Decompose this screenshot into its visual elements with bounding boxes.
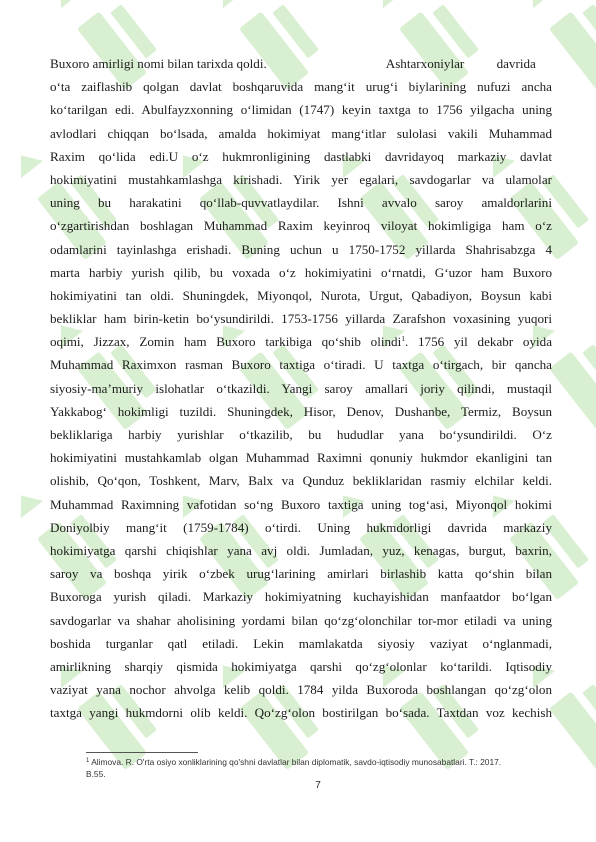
- footnote: [86, 755, 556, 780]
- text-line-with-footnote: oqimi, Jizzax, Zomin ham Buxoro tarkibiga qo‘shib olindi$^1$. 1756 yil dekabr oyida: [50, 334, 553, 350]
- text-line: amirlikning sharqiy qismida hokimiyatga qarshi qo‘zg‘olonlar ko‘tarildi. Iqtisodiy: [50, 658, 552, 674]
- page-number: 7: [315, 780, 321, 791]
- text-line: ko‘tarilgan edi. Abulfayzxonning o‘limidan (1747) keyin taxtga to 1756 yilgacha uning: [50, 102, 552, 118]
- text-line: Yakkabog‘ hokimligi tuzildi. Shuningdek, Hisor, Denov, Dushanbe, Termiz, Boysun: [50, 403, 552, 419]
- footnote-text: Alimova. R. O'rta osiyo xonliklarining qo'shni davlatlar bilan diplomatik, savdo-iqtisodiy munosabatlari. T.: 2017.: [89, 757, 502, 767]
- footnote-text-cont: B.55.: [86, 769, 106, 780]
- sentence-end: Buxoro amirligi nomi bilan tarixda qoldi.: [50, 56, 267, 71]
- text-line: Buxoroga yurish qiladi. Markaziy hokimiyatning kuchayishidan manfaatdor bo‘lgan: [50, 589, 552, 605]
- text-line: Muhammad Raximxon rasman Buxoro taxtiga o‘tiradi. U taxtga o‘tirgach, bir qancha: [50, 357, 552, 373]
- ashtarxoniylar-word: Ashtarxoniylar davrida: [385, 56, 536, 71]
- text-line: bekliklariga harbiy yurishlar o‘tkazilib, bu hududlar yana bo‘ysundirildi. O‘z: [50, 427, 552, 442]
- text-line: siyosiy-ma’muriy islohatlar o‘tkazildi. Yangi saroy amallari joriy qilindi, mustaqil: [50, 380, 552, 396]
- text-line: odamlarini tayinlashga erishadi. Buning uchun u 1750-1752 yillarda Shahrisabzga 4: [50, 241, 552, 257]
- text-line: bekliklar ham birin-ketin bo‘ysundirildi. 1753-1756 yillarda Zarafshon voxasining yuqori: [50, 311, 552, 327]
- text-line: savdogarlar va shahar aholisining yordami bilan qo‘zg‘olonchilar tor-mor etiladi va uning: [50, 612, 552, 628]
- text-line: avlodlari chiqqan bo‘lsada, amalda hokimiyat mang‘itlar sulolasi vakili Muhammad: [50, 125, 552, 141]
- footnote-divider: [86, 752, 198, 753]
- text-line: boshida turganlar qatl etiladi. Lekin mamlakatda siyosiy vaziyat o‘nglanmadi,: [50, 635, 552, 651]
- text-line: [50, 52, 552, 75]
- body-text: [50, 52, 552, 724]
- text-line: o‘zgartirishdan boshlagan Muhammad Raxim keyinroq viloyat hokimligiga ham o‘z: [50, 218, 552, 234]
- text-line: hokimiyatini mustahkamlab olgan Muhammad Raximni qonuniy hukmdor ekanligini tan: [50, 450, 552, 466]
- text-line: Doniyolbiy mang‘it (1759-1784) o‘tirdi. Uning hukmdorligi davrida markaziy: [50, 519, 552, 535]
- footnote-ref[interactable]: 1: [401, 334, 405, 344]
- text-line: vaziyat yana nochor ahvolga kelib qoldi. 1784 yilda Buxoroda boshlangan qo‘zg‘olon: [50, 682, 552, 698]
- text-line: Muhammad Raximning vafotidan so‘ng Buxoro taxtiga uning tog‘asi, Miyonqol hokimi: [50, 496, 552, 512]
- text-line: uning bu harakatini qo‘llab-quvvatlaydilar. Ishni avvalo saroy amaldorlarini: [50, 195, 552, 211]
- text-line: o‘ta zaiflashib qolgan davlat boshqaruvida mang‘it urug‘i biylarining nufuzi ancha: [50, 79, 552, 95]
- text-line: taxtga yangi hukmdorni olib keldi. Qo‘zg‘olon bostirilgan bo‘sada. Taxtdan voz kechish: [50, 705, 552, 721]
- text-line: hokimiyatini tan oldi. Shuningdek, Miyonqol, Nurota, Urgut, Qabadiyon, Boysun kabi: [50, 287, 552, 303]
- text-line: Raxim qo‘lida edi.U o‘z hukmronligining dastlabki davridayoq markaziy davlat: [50, 148, 552, 164]
- text-line: olishib, Qo‘qon, Toshkent, Marv, Balx va Qunduz bekliklaridan rasmiy elchilar keldi.: [50, 473, 552, 489]
- text-line: marta harbiy yurish qilib, bu voxada o‘z hokimiyatini o‘rnatdi, G‘uzor ham Buxoro: [50, 264, 552, 280]
- text-line: hokimiyatga qarshi chiqishlar yana avj oldi. Jumladan, yuz, kenagas, burgut, baxrin,: [50, 542, 552, 558]
- text-line: hokimiyatini mustahkamlashga kirishadi. Yirik yer egalari, savdogarlar va ulamolar: [50, 171, 552, 187]
- footnote-marker: 1: [86, 758, 90, 764]
- text-line: saroy va boshqa yirik o‘zbek urug‘larining amirlari birlashib katta qo‘shin bilan: [50, 566, 552, 582]
